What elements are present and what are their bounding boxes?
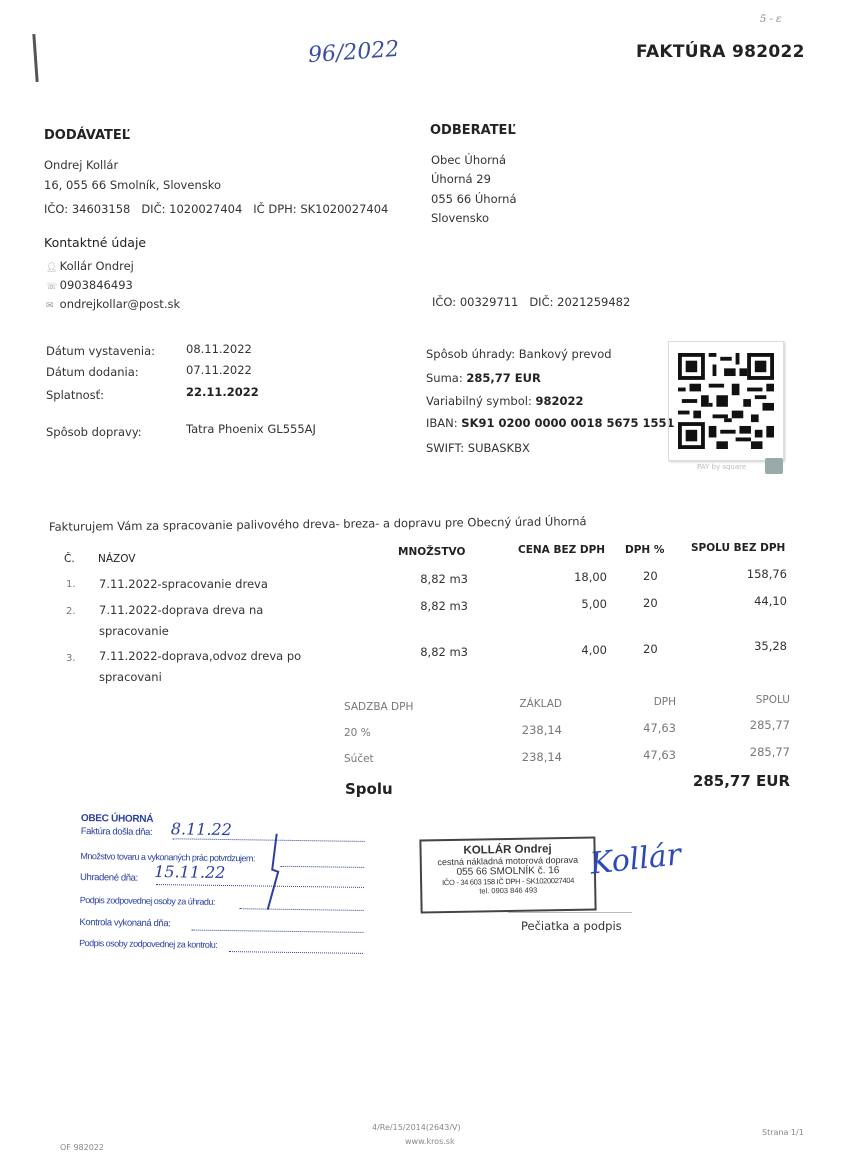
- supplier-stamp: [419, 836, 596, 913]
- qr-code-frame: [668, 341, 784, 461]
- payment-sum-label: Suma:: [426, 371, 463, 385]
- qr-caption: PAY by square: [697, 463, 747, 471]
- variable-symbol-label: Variabilný symbol:: [426, 394, 532, 408]
- intro-text: Fakturujem Vám za spracovanie palivového dreva- breza- a dopravu pre Obecný úrad Úhorná: [48, 514, 587, 534]
- vat-header-base: ZÁKLAD: [519, 698, 562, 710]
- received-line1: [81, 826, 153, 838]
- received-stamp-title: OBEC ÚHORNÁ: [80, 812, 154, 825]
- received-line5-dots: [191, 930, 363, 933]
- row-name-cont: spracovani: [99, 670, 162, 684]
- pay-by-square-icon: [765, 458, 783, 474]
- due-date-label: Splatnosť:: [46, 388, 105, 402]
- due-date: 22.11.2022: [186, 385, 259, 399]
- supplier-dic: 1020027404: [169, 202, 243, 216]
- received-line3: Uhradené dňa:: [80, 871, 138, 884]
- contact-person-row: [46, 259, 134, 273]
- row-name: 7.11.2022-spracovanie dreva: [99, 577, 268, 591]
- row-qty: 8,82 m3: [420, 572, 468, 586]
- phone-icon: ☏: [46, 282, 58, 292]
- col-header-no: Č.: [64, 553, 75, 565]
- contact-email: ondrejkollar@post.sk: [59, 297, 181, 311]
- row-price: 18,00: [574, 570, 607, 584]
- received-line6: Podpis osoby zodpovednej za kontrolu:: [79, 937, 218, 950]
- vat-header-vat: DPH: [653, 696, 676, 708]
- iban-label: IBAN:: [426, 416, 458, 430]
- handwritten-invoice-number: 96/2022: [307, 36, 401, 69]
- supplier-icdph: SK1020027404: [300, 202, 389, 216]
- row-price: 4,00: [581, 643, 607, 657]
- email-icon: ✉: [46, 301, 54, 311]
- contacts-heading: Kontaktné údaje: [44, 235, 147, 250]
- vat-base: 238,14: [521, 750, 562, 764]
- iban: SK91 0200 0000 0018 5675 1551: [461, 416, 675, 430]
- customer-line4: Slovensko: [431, 211, 489, 225]
- supplier-stamp-line3: 055 66 SMOLNÍK č. 16: [456, 865, 560, 878]
- vat-total: 285,77: [749, 718, 790, 732]
- row-name-cont: spracovanie: [99, 624, 169, 638]
- col-header-total: SPOLU BEZ DPH: [691, 542, 786, 554]
- qr-code-icon: [678, 353, 774, 449]
- customer-line3: 055 66 Úhorná: [431, 192, 517, 206]
- supplier-stamp-line1: KOLLÁR Ondrej: [463, 843, 552, 857]
- supplier-address: 16, 055 66 Smolník, Slovensko: [44, 178, 222, 192]
- supplier-signature: Kollár: [588, 837, 683, 882]
- row-total: 35,28: [754, 639, 787, 653]
- supplier-dic-label: DIČ:: [141, 202, 166, 216]
- issue-date-label: Dátum vystavenia:: [46, 344, 156, 358]
- supplier-ico: 34603158: [71, 202, 131, 216]
- payment-sum-row: [426, 371, 541, 385]
- payment-method-label: Spôsob úhrady:: [426, 347, 516, 361]
- person-icon: 👤︎: [46, 263, 58, 273]
- customer-line2: Úhorná 29: [431, 172, 491, 186]
- contact-phone-row: [46, 278, 133, 292]
- footer-center-url: www.kros.sk: [405, 1137, 455, 1146]
- swift: SUBASKBX: [467, 441, 530, 455]
- row-total: 44,10: [754, 594, 787, 608]
- row-name: 7.11.2022-doprava dreva na: [99, 603, 264, 617]
- supplier-stamp-line2: cestná nákladná motorová doprava: [437, 854, 579, 868]
- delivery-date: 07.11.2022: [186, 363, 252, 377]
- footer-left: OF 982022: [60, 1143, 104, 1152]
- paid-date-hand: 15.11.22: [154, 862, 226, 883]
- row-no: 1.: [66, 579, 76, 590]
- supplier-ids: [44, 202, 388, 216]
- received-line4: Podpis zodpovednej osoby za úhradu:: [79, 894, 215, 907]
- swift-label: SWIFT:: [426, 441, 465, 455]
- vat-header-total: SPOLU: [755, 694, 790, 706]
- transport-value: Tatra Phoenix GL555AJ: [186, 422, 316, 436]
- row-price: 5,00: [581, 597, 607, 611]
- vat-header-rate: SADZBA DPH: [344, 701, 414, 713]
- stamp-caption: Pečiatka a podpis: [521, 919, 622, 933]
- customer-ids: [432, 295, 630, 309]
- vat-rate: 20 %: [344, 727, 371, 739]
- iban-row: [426, 416, 675, 430]
- delivery-date-label: Dátum dodania:: [46, 365, 139, 379]
- contact-email-row: [46, 297, 180, 311]
- row-qty: 8,82 m3: [420, 599, 468, 613]
- vat-total: 285,77: [749, 745, 790, 759]
- variable-symbol-row: [426, 394, 584, 408]
- col-header-vat: DPH %: [625, 544, 665, 556]
- received-line2: Množstvo tovaru a vykonaných prác potvrdzujem:: [80, 850, 256, 864]
- transport-label: Spôsob dopravy:: [46, 425, 142, 439]
- vat-amount: 47,63: [643, 721, 676, 735]
- col-header-name: NÁZOV: [98, 553, 136, 565]
- supplier-stamp-line4: IČO - 34 603 158 IČ DPH - SK1020027404: [442, 875, 575, 888]
- received-stamp: [79, 813, 371, 957]
- issue-date: 08.11.2022: [186, 342, 252, 356]
- corner-marks: 5 - ε: [760, 14, 782, 25]
- supplier-stamp-line5: tel. 0903 846 493: [479, 885, 538, 896]
- footer-page: Strana 1/1: [762, 1128, 804, 1137]
- row-total: 158,76: [746, 567, 787, 581]
- row-vat: 20: [643, 596, 658, 610]
- stamp-caption-line: [508, 912, 632, 913]
- received-date-hand: 8.11.22: [170, 819, 232, 840]
- supplier-ico-label: IČO:: [44, 202, 69, 216]
- vat-rate: Súčet: [344, 753, 374, 765]
- received-line1-label: Faktúra došla dňa:: [80, 825, 153, 838]
- grand-total-label: Spolu: [345, 780, 393, 798]
- customer-heading: ODBERATEĽ: [430, 123, 516, 138]
- grand-total-value: 285,77 EUR: [692, 772, 790, 790]
- payment-method-row: [426, 347, 612, 361]
- customer-dic: 2021259482: [557, 295, 631, 309]
- invoice-title: FAKTÚRA 982022: [636, 42, 805, 62]
- supplier-icdph-label: IČ DPH:: [253, 202, 297, 216]
- customer-line1: Obec Úhorná: [431, 153, 507, 167]
- supplier-heading: DODÁVATEĽ: [44, 128, 131, 143]
- supplier-name: Ondrej Kollár: [44, 158, 119, 172]
- contact-phone: 0903846493: [59, 278, 133, 292]
- customer-ico: 00329711: [459, 295, 519, 309]
- row-vat: 20: [643, 569, 658, 583]
- row-name: 7.11.2022-doprava,odvoz dreva po: [99, 649, 302, 663]
- row-qty: 8,82 m3: [420, 645, 468, 659]
- variable-symbol: 982022: [535, 394, 584, 408]
- scan-edge-mark: [32, 34, 38, 82]
- row-no: 2.: [66, 606, 76, 617]
- received-line6-dots: [229, 951, 363, 954]
- vat-base: 238,14: [521, 723, 562, 737]
- vat-amount: 47,63: [643, 748, 676, 762]
- swift-row: [426, 441, 530, 455]
- payment-sum: 285,77 EUR: [466, 371, 541, 385]
- signature-tick-icon: [256, 829, 297, 920]
- customer-ico-label: IČO:: [432, 295, 457, 309]
- row-no: 3.: [66, 653, 76, 664]
- customer-dic-label: DIČ:: [529, 295, 554, 309]
- row-vat: 20: [643, 642, 658, 656]
- received-line5: Kontrola vykonaná dňa:: [79, 916, 171, 930]
- col-header-qty: MNOŽSTVO: [398, 546, 466, 558]
- footer-center-code: 4/Re/15/2014(2643/V): [372, 1123, 461, 1132]
- col-header-price: CENA BEZ DPH: [518, 544, 606, 556]
- contact-person: Kollár Ondrej: [59, 259, 134, 273]
- payment-method: Bankový prevod: [518, 347, 612, 361]
